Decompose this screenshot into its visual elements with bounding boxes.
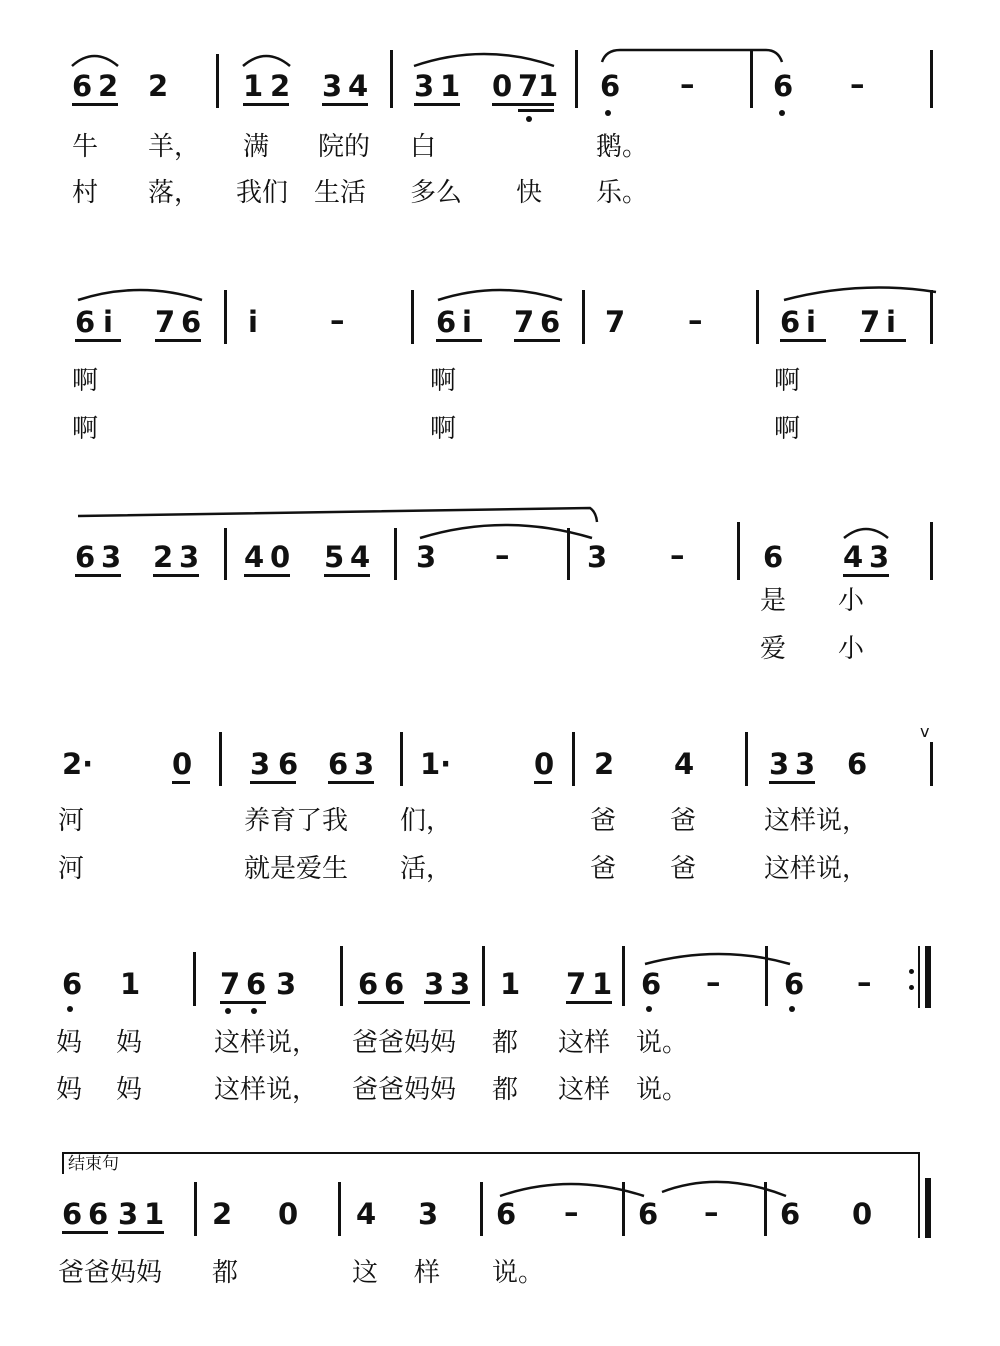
note: 7 <box>518 69 539 103</box>
note: 4 <box>350 540 371 574</box>
note: 0 <box>852 1197 873 1231</box>
note: i <box>103 305 113 339</box>
tie <box>602 50 782 62</box>
lyric: 都 <box>492 1075 519 1105</box>
lyric: 小 <box>838 634 865 664</box>
note: 0 <box>172 747 193 781</box>
lyric: 都 <box>492 1028 519 1058</box>
note: 3 <box>795 747 816 781</box>
slur <box>414 54 554 66</box>
note: 6 <box>638 1197 659 1231</box>
dash: – <box>704 1195 719 1229</box>
dash: – <box>670 538 685 572</box>
slur <box>438 290 562 300</box>
note: 6 <box>278 747 299 781</box>
note: 5 <box>324 540 345 574</box>
note: 6 <box>600 69 621 103</box>
lyric: 羊， <box>148 132 201 162</box>
note: 7 <box>514 305 535 339</box>
lyric: 啊 <box>72 366 99 396</box>
note: 6 <box>540 305 561 339</box>
slur <box>784 288 936 301</box>
lyric: 爸 <box>670 806 697 836</box>
lyric: 养育了我 <box>244 806 349 836</box>
note: i <box>806 305 816 339</box>
lyric: 乐。 <box>596 178 649 208</box>
tie <box>500 1184 644 1196</box>
note: 6 <box>773 69 794 103</box>
note: 6 <box>328 747 349 781</box>
note: 7 <box>860 305 881 339</box>
note: 3 <box>250 747 271 781</box>
note: 4 <box>348 69 369 103</box>
note: 1 <box>500 967 521 1001</box>
note: 6 <box>384 967 405 1001</box>
tie-over-line <box>78 508 597 522</box>
lyric: 这样说， <box>764 806 869 836</box>
lyric: 啊 <box>774 414 801 444</box>
dash: – <box>680 67 695 101</box>
lyric: 这样说， <box>764 854 869 884</box>
note: 6 <box>246 967 267 1001</box>
note: 1 <box>538 69 559 103</box>
slur <box>844 529 888 538</box>
ending-label: 结束句 <box>68 1154 119 1174</box>
note: 6 <box>181 305 202 339</box>
note: 2 <box>212 1197 233 1231</box>
note: 6 <box>784 967 805 1001</box>
note: 6 <box>75 305 96 339</box>
lyric: 白 <box>410 132 437 162</box>
lyric: 爸 <box>590 854 617 884</box>
lyric: 河 <box>58 854 85 884</box>
lyric: 爸 <box>590 806 617 836</box>
slur <box>72 56 118 66</box>
note: 2 <box>594 747 615 781</box>
note: 0 <box>278 1197 299 1231</box>
lyric: 落， <box>148 178 201 208</box>
lyric: 说。 <box>636 1028 689 1058</box>
lyric: 这样 <box>558 1075 611 1105</box>
note: 1 <box>592 967 613 1001</box>
note: i <box>462 305 472 339</box>
note: 3 <box>118 1197 139 1231</box>
lyric: 快 <box>516 178 543 208</box>
note: 0 <box>270 540 291 574</box>
note: 3 <box>276 967 297 1001</box>
note: 6 <box>496 1197 517 1231</box>
lyric: 爸爸妈妈 <box>352 1075 457 1105</box>
lyric: 爸 <box>670 854 697 884</box>
lyric: 鹅。 <box>596 132 649 162</box>
note: 6 <box>847 747 868 781</box>
lyric: 这 <box>352 1258 379 1288</box>
note: 7 <box>566 967 587 1001</box>
lyric: 小 <box>838 586 865 616</box>
note: 4 <box>843 540 864 574</box>
note: 1 <box>440 69 461 103</box>
note: 3 <box>769 747 790 781</box>
tie <box>645 954 790 964</box>
note: 3 <box>179 540 200 574</box>
note: 6 <box>780 305 801 339</box>
note: 1 <box>120 967 141 1001</box>
note: 6 <box>88 1197 109 1231</box>
note: 6 <box>62 967 83 1001</box>
note: 6 <box>75 540 96 574</box>
note: i <box>248 305 258 339</box>
lyric: 生活 <box>314 178 367 208</box>
note: 4 <box>356 1197 377 1231</box>
note: 3 <box>416 540 437 574</box>
lyric: 啊 <box>774 366 801 396</box>
breath-mark: v <box>920 722 930 741</box>
lyric: 啊 <box>430 366 457 396</box>
note: 2 <box>270 69 291 103</box>
note: 2 <box>148 69 169 103</box>
note: 1· <box>420 747 452 781</box>
lyric: 牛 <box>72 132 99 162</box>
lyric: 爸爸妈妈 <box>352 1028 457 1058</box>
note: 3 <box>101 540 122 574</box>
note: i <box>886 305 896 339</box>
note: 4 <box>674 747 695 781</box>
lyric: 这样 <box>558 1028 611 1058</box>
lyric: 说。 <box>492 1258 545 1288</box>
slur <box>243 56 290 66</box>
note: 7 <box>155 305 176 339</box>
note: 0 <box>492 69 513 103</box>
lyric: 啊 <box>72 414 99 444</box>
note: 1 <box>243 69 264 103</box>
dash: – <box>495 538 510 572</box>
note: 6 <box>763 540 784 574</box>
lyric: 样 <box>414 1258 441 1288</box>
note: 2 <box>98 69 119 103</box>
lyric: 是 <box>760 586 787 616</box>
note: 2 <box>153 540 174 574</box>
dash: – <box>688 303 703 337</box>
lyric: 多么 <box>410 178 463 208</box>
lyric: 都 <box>212 1258 239 1288</box>
note: 3 <box>869 540 890 574</box>
note: 3 <box>424 967 445 1001</box>
note: 6 <box>358 967 379 1001</box>
lyric: 这样说， <box>214 1075 319 1105</box>
slur <box>78 290 202 300</box>
lyric: 这样说， <box>214 1028 319 1058</box>
note: 7 <box>220 967 241 1001</box>
dash: – <box>706 965 721 999</box>
lyric: 满 <box>243 132 270 162</box>
lyric: 我们 <box>236 178 289 208</box>
dash: – <box>564 1195 579 1229</box>
note: 2· <box>62 747 94 781</box>
note: 3 <box>587 540 608 574</box>
note: 1 <box>144 1197 165 1231</box>
note: 6 <box>436 305 457 339</box>
lyric: 妈 <box>56 1028 83 1058</box>
note: 4 <box>244 540 265 574</box>
lyric: 河 <box>58 806 85 836</box>
note: 3 <box>450 967 471 1001</box>
lyric: 爸爸妈妈 <box>58 1258 163 1288</box>
note: 3 <box>354 747 375 781</box>
note: 3 <box>322 69 343 103</box>
dash: – <box>857 965 872 999</box>
note: 7 <box>605 305 626 339</box>
lyric: 们， <box>400 806 453 836</box>
note: 6 <box>641 967 662 1001</box>
note: 6 <box>780 1197 801 1231</box>
lyric: 爱 <box>760 634 787 664</box>
lyric: 就是爱生 <box>244 854 349 884</box>
tie <box>662 1182 786 1196</box>
lyric: 院的 <box>318 132 371 162</box>
tie <box>420 525 592 538</box>
note: 3 <box>414 69 435 103</box>
dash: – <box>850 67 865 101</box>
note: 3 <box>418 1197 439 1231</box>
dash: – <box>330 303 345 337</box>
note: 6 <box>62 1197 83 1231</box>
lyric: 妈 <box>116 1028 143 1058</box>
lyric: 妈 <box>116 1075 143 1105</box>
lyric: 说。 <box>636 1075 689 1105</box>
lyric: 村 <box>72 178 99 208</box>
lyric: 妈 <box>56 1075 83 1105</box>
lyric: 啊 <box>430 414 457 444</box>
lyric: 活， <box>400 854 453 884</box>
note: 6 <box>72 69 93 103</box>
note: 0 <box>534 747 555 781</box>
